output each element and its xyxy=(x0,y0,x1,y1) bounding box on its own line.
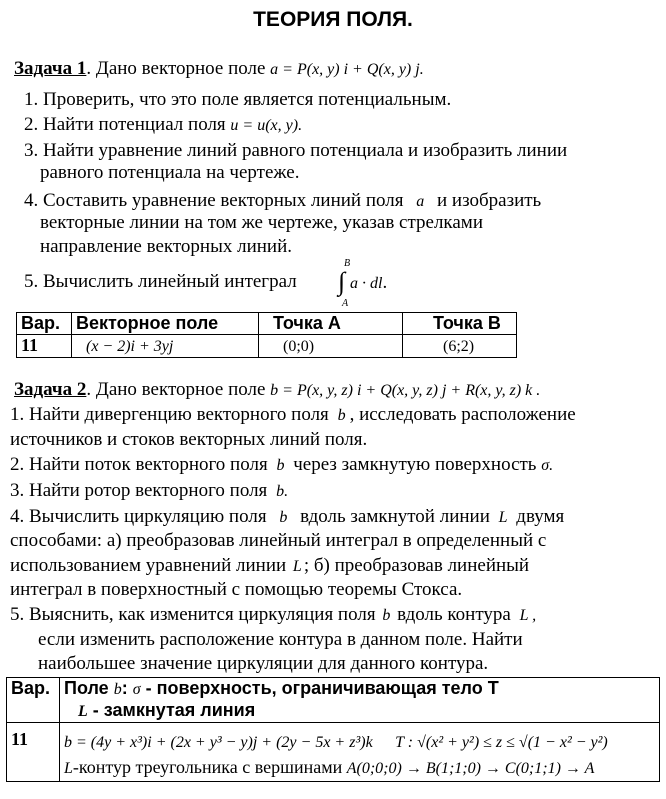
task2-td-vertices: A(0;0;0) → B(1;1;0) → C(0;1;1) → A xyxy=(346,760,595,777)
task2-line-5-formula2: L xyxy=(498,509,508,526)
task1-item-5-integrand xyxy=(350,272,387,295)
task1-table-header xyxy=(17,313,517,335)
task1-td-pointA: (0;0) xyxy=(283,338,315,355)
task1-item-4-cont2 xyxy=(40,236,292,258)
task1-th-field: Векторное поле xyxy=(72,313,259,335)
task2-line-5-text: 4. Вычислить циркуляцию поля xyxy=(10,506,267,527)
task1-item-4-formula: a xyxy=(416,193,425,210)
task1-item-2-text: 2. Найти потенциал поля xyxy=(24,114,226,135)
task2-th-field-e: - поверхность, ограничивающая тело Т xyxy=(145,678,499,698)
task2-line-1 xyxy=(10,404,576,427)
task2-th-field-b: b xyxy=(113,681,122,698)
task2-line-9-tail: вдоль контура xyxy=(397,604,511,625)
task2-line-11 xyxy=(38,653,488,675)
task2-line-3-formula2: σ. xyxy=(541,457,554,474)
task1-th-var: Вар. xyxy=(17,313,72,335)
task1-intro: . Дано векторное поле xyxy=(86,58,266,79)
task1-formula: a = P(x, y) i + Q(x, y) j. xyxy=(270,61,424,78)
task1-label: Задача 1 xyxy=(14,58,87,79)
task2-th-line2-a: L xyxy=(78,703,88,720)
task2-line-9-formula2: L , xyxy=(519,607,537,624)
task2-line-8 xyxy=(10,579,462,601)
task1-item-2-formula: u = u(x, y). xyxy=(230,117,303,134)
task1-item-3-text: 3. Найти уравнение линий равного потенциала и изобразить линии xyxy=(24,140,568,161)
task1-item-5-text: 5. Вычислить линейный интеграл xyxy=(24,271,297,292)
task2-line-3 xyxy=(10,454,553,477)
task2-th-field xyxy=(60,678,660,723)
task2-line-10 xyxy=(38,629,523,651)
task2-td-contour: -контур треугольника с вершинами xyxy=(72,757,343,777)
table-row xyxy=(17,335,517,358)
task2-formula: b = P(x, y, z) i + Q(x, y, z) j + R(x, y, z) k . xyxy=(270,382,541,399)
task1-th-pointA: Точка А xyxy=(259,313,403,335)
task2-line-3-text: 2. Найти поток векторного поля xyxy=(10,454,268,475)
task2-line-7-tail: ; б) преобразовав линейный xyxy=(303,555,530,576)
task2-line-1-text: 1. Найти дивергенцию векторного поля xyxy=(10,404,329,425)
task1-item-5-tail: . xyxy=(382,272,388,293)
task1-heading xyxy=(14,58,424,81)
task1-item-4-cont2-text: направление векторных линий. xyxy=(40,236,293,257)
task2-line-9-formula: b xyxy=(382,607,391,624)
task2-th-field-d: σ xyxy=(132,681,141,698)
task1-item-4 xyxy=(24,190,541,213)
integral-lower-limit: A xyxy=(342,298,349,309)
task2-line-4-text: 3. Найти ротор векторного поля xyxy=(10,480,268,501)
task1-item-3-cont xyxy=(40,162,299,184)
task2-line-5-tail: вдоль замкнутой линии xyxy=(300,506,490,527)
task2-line-2-text: источников и стоков векторных линий поля. xyxy=(10,429,368,450)
task2-line-1-tail: , исследовать расположение xyxy=(349,404,576,425)
task1-item-1 xyxy=(24,89,451,111)
task2-td-L: L xyxy=(64,760,73,777)
task2-th-var: Вар. xyxy=(7,678,60,723)
task1-item-3-cont-text: равного потенциала на чертеже. xyxy=(40,162,300,183)
task2-line-7-formula: L xyxy=(292,558,302,575)
task2-line-3-formula: b xyxy=(276,457,285,474)
table-row xyxy=(7,723,660,782)
task2-line-2 xyxy=(10,429,367,451)
task2-line-1-formula: b xyxy=(337,407,346,424)
task2-table xyxy=(6,677,660,782)
task2-th-field-a: Поле xyxy=(64,678,109,698)
task2-line-8-text: интеграл в поверхностный с помощью теоремы Стокса. xyxy=(10,579,463,600)
page-title: ТЕОРИЯ ПОЛЯ. xyxy=(253,8,413,31)
task2-intro: . Дано векторное поле xyxy=(86,379,266,400)
task2-table-header xyxy=(7,678,660,723)
task2-line-6 xyxy=(10,530,546,552)
task2-th-line2-b: - замкнутая линия xyxy=(92,700,256,720)
task2-line-3-tail: через замкнутую поверхность xyxy=(293,454,537,475)
task1-td-field: (x − 2)i + 3yj xyxy=(86,338,174,355)
task2-line-6-text: способами: а) преобразовав линейный интеграл в определенный с xyxy=(10,530,547,551)
task2-line-4-formula: b. xyxy=(276,483,289,500)
integral-symbol: ∫ xyxy=(338,267,346,296)
task1-item-4-tail: и изобразить xyxy=(436,190,542,211)
task2-heading xyxy=(14,379,540,402)
task1-item-5 xyxy=(24,271,297,293)
task1-item-3 xyxy=(24,140,567,162)
task1-th-pointB: Точка В xyxy=(403,313,517,335)
task1-item-2 xyxy=(24,114,302,137)
task2-line-7 xyxy=(10,555,529,578)
task2-line-9-text: 5. Выяснить, как изменится циркуляция поля xyxy=(10,604,376,625)
task1-table xyxy=(16,312,517,358)
task1-item-1-text: 1. Проверить, что это поле является потенциальным. xyxy=(24,89,452,110)
task2-line-9 xyxy=(10,604,536,627)
task1-item-4-text: 4. Составить уравнение векторных линий поля xyxy=(24,190,404,211)
task2-label: Задача 2 xyxy=(14,379,87,400)
task1-td-pointB: (6;2) xyxy=(443,338,475,355)
task2-line-11-text: наибольшее значение циркуляции для данного контура. xyxy=(38,653,489,674)
task2-line-4 xyxy=(10,480,292,503)
task2-line-10-text: если изменить расположение контура в данном поле. Найти xyxy=(38,629,523,650)
task2-line-5-formula: b xyxy=(279,509,288,526)
task2-td-formula: b = (4y + x³)i + (2x + y³ − y)j + (2y − 5x + z³)k xyxy=(64,734,373,751)
task1-td-var: 11 xyxy=(17,335,72,358)
task1-item-4-cont1-text: векторные линии на том же чертеже, указав стрелками xyxy=(40,212,483,233)
task2-th-field-c: : xyxy=(121,678,128,698)
task2-td-content xyxy=(60,723,660,782)
task2-td-T: T : √(x² + y²) ≤ z ≤ √(1 − x² − y²) xyxy=(395,734,608,751)
task2-line-5 xyxy=(10,506,564,529)
task1-item-4-cont1 xyxy=(40,212,483,234)
task2-line-5-tail2: двумя xyxy=(516,506,565,527)
task2-td-var: 11 xyxy=(7,723,60,782)
task2-line-7-text: использованием уравнений линии xyxy=(10,555,287,576)
integral-upper-limit: B xyxy=(344,258,351,269)
task1-item-5-formula: a · dl xyxy=(350,275,383,292)
